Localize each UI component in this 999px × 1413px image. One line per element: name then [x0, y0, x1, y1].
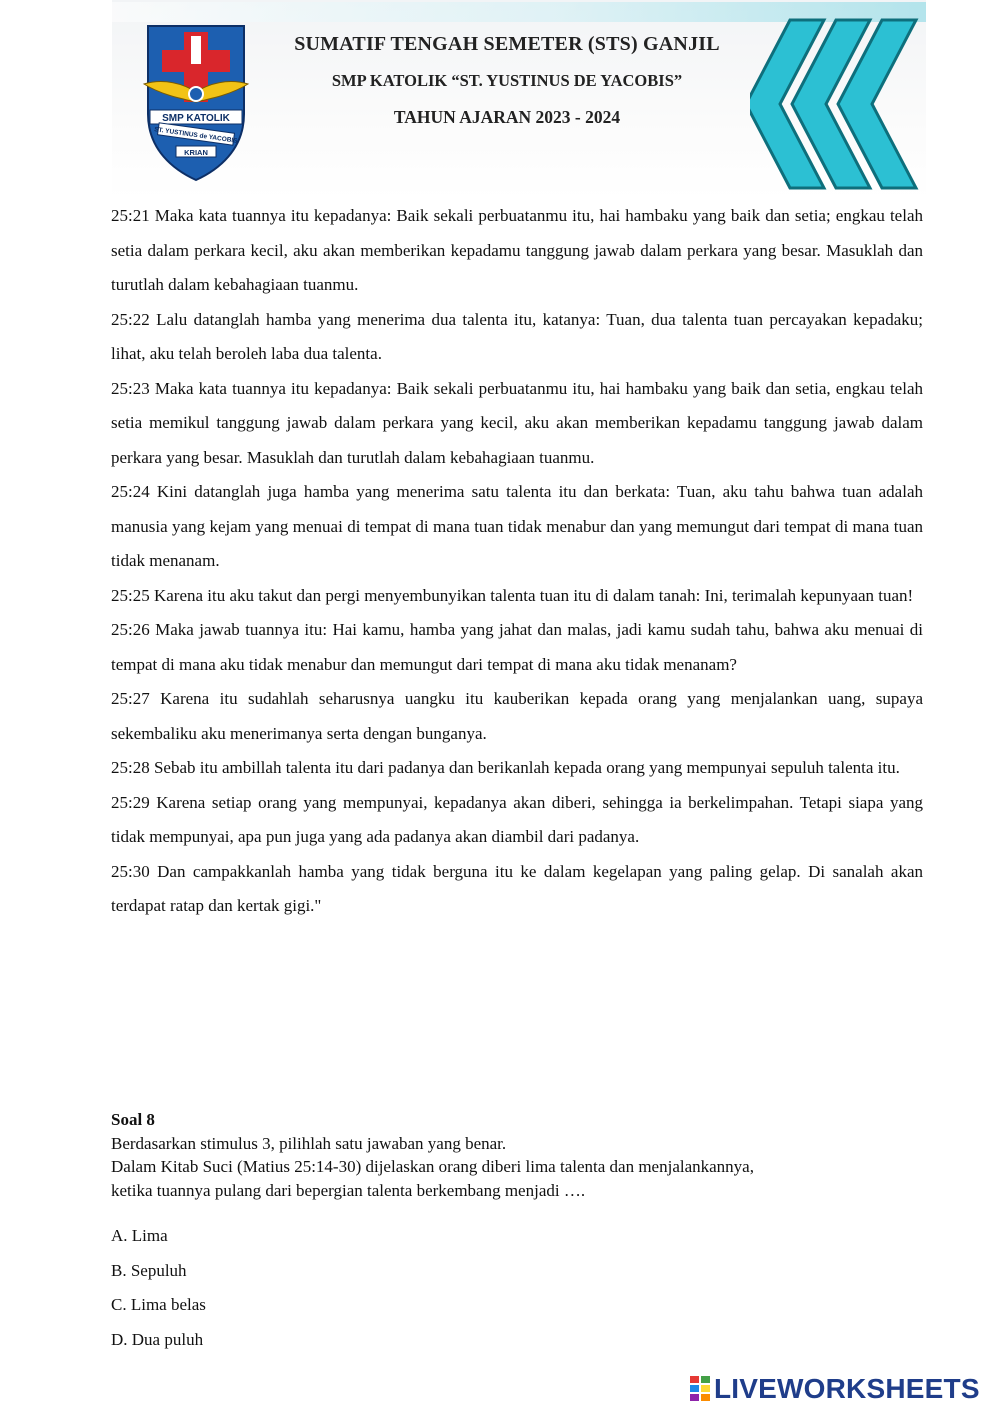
school-logo: [140, 22, 252, 182]
option-b[interactable]: B. Sepuluh: [111, 1260, 187, 1280]
verse-25-23: 25:23 Maka kata tuannya itu kepadanya: Baik sekali perbuatanmu itu, hai hambaku yang baik dan setia, engkau telah setia memikul tanggung jawab dalam perkara yang kecil, aku akan memberikan kepadamu tanggung jawab dalam perkara yang besar. Masuklah dan turutlah dalam kebahagiaan tuanmu.: [111, 378, 923, 467]
school-name: SMP KATOLIK “ST. YUSTINUS DE YACOBIS”: [331, 71, 683, 90]
logo-city-text: [176, 146, 216, 157]
svg-text:SMP KATOLIK: SMP KATOLIK: [162, 113, 230, 124]
option-d[interactable]: D. Dua puluh: [111, 1330, 204, 1350]
verse-25-25: 25:25 Karena itu aku takut dan pergi menyembunyikan talenta tuan itu di dalam tanah: Ini, terimalah kepunyaan tuan!: [111, 585, 914, 605]
chevron-decoration-icon: [750, 14, 925, 194]
svg-text:ST. YUSTINUS de YACOBIS: ST. YUSTINUS de YACOBIS: [153, 126, 238, 145]
verse-25-26: 25:26 Maka jawab tuannya itu: Hai kamu, hamba yang jahat dan malas, jadi kamu sudah tahu, bahwa aku menuai di tempat di mana aku tidak menabur dan memungut dari tempat di mana aku tidak menanam?: [111, 620, 923, 674]
option-a[interactable]: A. Lima: [111, 1226, 168, 1245]
answer-options: [111, 1223, 206, 1362]
liveworksheets-logo-icon: [690, 1376, 710, 1402]
stimulus-passage: [111, 199, 923, 924]
verse-25-24: 25:24 Kini datanglah juga hamba yang menerima satu talenta itu dan berkata: Tuan, aku tahu bahwa tuan adalah manusia yang kejam yang menuai di tempat di mana tuan tidak menabur dan yang memungut dari tempat di mana tuan tidak menanam.: [111, 482, 923, 570]
verse-25-22: 25:22 Lalu datanglah hamba yang menerima dua talenta itu, katanya: Tuan, dua talenta tuan percayakan kepadaku; lihat, aku telah beroleh laba dua talenta.: [111, 309, 923, 363]
verse-25-28: 25:28 Sebab itu ambillah talenta itu dari padanya dan berikanlah kepada orang yang mempunyai sepuluh talenta itu.: [111, 758, 900, 777]
exam-title: SUMATIF TENGAH SEMETER (STS) GANJIL: [294, 33, 720, 55]
option-c[interactable]: C. Lima belas: [111, 1295, 206, 1315]
question-block: [111, 1108, 923, 1202]
verse-25-30: 25:30 Dan campakkanlah hamba yang tidak berguna itu ke dalam kegelapan yang paling gelap. Di sanalah akan terdapat ratap dan kertak gigi.": [111, 861, 923, 915]
verse-25-21: 25:21 Maka kata tuannya itu kepadanya: Baik sekali perbuatanmu itu, hai hambaku yang baik dan setia; engkau telah setia dalam perkara kecil, aku akan memberikan kepadamu tanggung jawab dalam perkara yang besar. Masuklah dan turutlah dalam kebahagiaan tuanmu.: [111, 206, 923, 294]
liveworksheets-brand[interactable]: [690, 1372, 980, 1406]
question-stem-line2: ketika tuannya pulang dari bepergian talenta berkembang menjadi ….: [111, 1180, 586, 1200]
academic-year: TAHUN AJARAN 2023 - 2024: [393, 107, 621, 127]
question-stem-line1: Dalam Kitab Suci (Matius 25:14-30) dijelaskan orang diberi lima talenta dan menjalankannya,: [111, 1157, 754, 1176]
svg-text:KRIAN: KRIAN: [184, 148, 208, 157]
logo-banner-text: [150, 110, 242, 124]
verse-25-27: 25:27 Karena itu sudahlah seharusnya uangku itu kauberikan kepada orang yang menjalankan uang, supaya sekembaliku aku menerimanya serta dengan bunganya.: [111, 689, 923, 743]
question-title: Soal 8: [111, 1110, 155, 1129]
verse-25-29: 25:29 Karena setiap orang yang mempunyai, kepadanya akan diberi, sehingga ia berkelimpahan. Tetapi siapa yang tidak mempunyai, apa pun juga yang ada padanya akan diambil dari padanya.: [111, 792, 923, 846]
brand-text: LIVEWORKSHEETS: [714, 1373, 980, 1404]
question-instruction: Berdasarkan stimulus 3, pilihlah satu jawaban yang benar.: [111, 1133, 507, 1153]
